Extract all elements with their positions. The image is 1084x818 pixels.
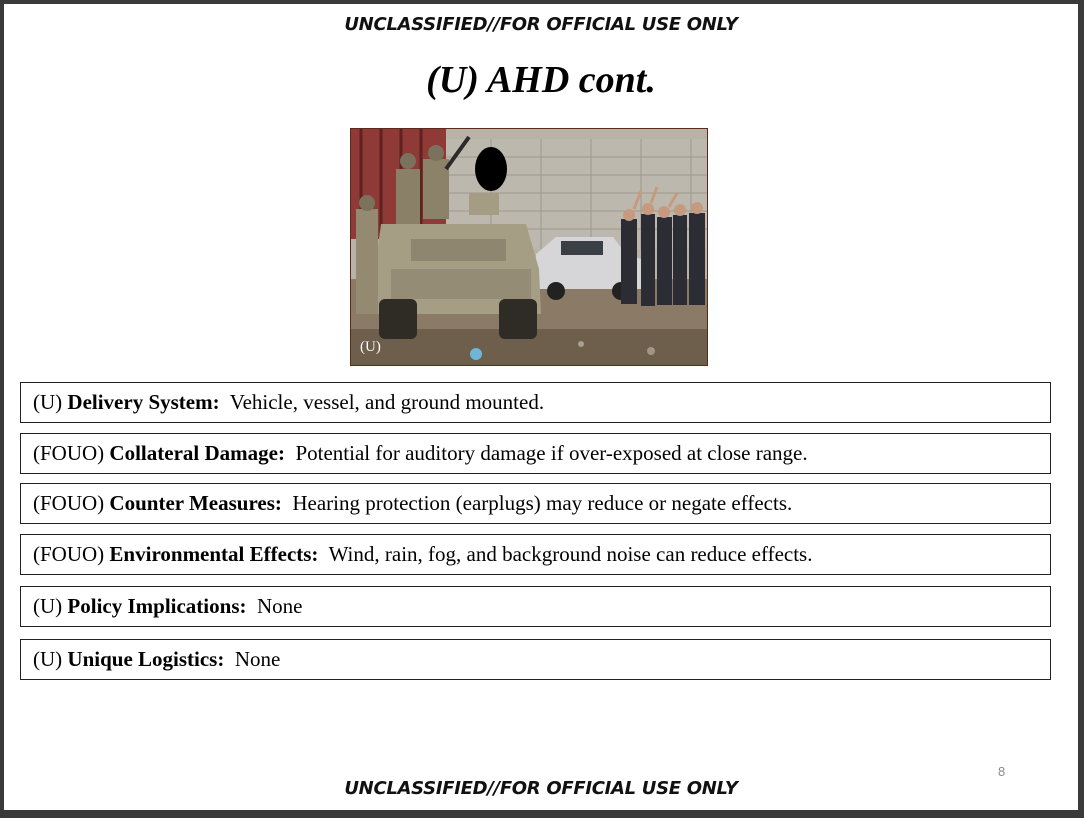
photo-classification-marking: (U) bbox=[360, 339, 381, 355]
row-policy-implications bbox=[20, 586, 1051, 627]
row-marking: (U) bbox=[33, 594, 63, 618]
row-label: Unique Logistics: bbox=[67, 647, 225, 671]
row-value: None bbox=[256, 594, 303, 618]
classification-banner-bottom: UNCLASSIFIED//FOR OFFICIAL USE ONLY bbox=[344, 778, 738, 799]
row-label: Policy Implications: bbox=[67, 594, 247, 618]
row-value: Wind, rain, fog, and background noise can reduce effects. bbox=[328, 542, 813, 566]
row-label: Collateral Damage: bbox=[109, 441, 285, 465]
row-value: Hearing protection (earplugs) may reduce or negate effects. bbox=[292, 491, 793, 515]
slide bbox=[4, 4, 1078, 810]
photo-vehicle-crowd bbox=[350, 128, 708, 366]
row-counter-measures bbox=[20, 483, 1051, 524]
row-label: Delivery System: bbox=[67, 390, 220, 414]
row-label: Counter Measures: bbox=[109, 491, 282, 515]
row-value: Vehicle, vessel, and ground mounted. bbox=[229, 390, 545, 414]
slide-title: (U) AHD cont. bbox=[426, 59, 656, 101]
row-collateral-damage bbox=[20, 433, 1051, 474]
row-marking: (U) bbox=[33, 647, 63, 671]
row-label: Environmental Effects: bbox=[109, 542, 319, 566]
classification-banner-top: UNCLASSIFIED//FOR OFFICIAL USE ONLY bbox=[344, 14, 738, 35]
row-marking: (FOUO) bbox=[33, 542, 105, 566]
page-number: 8 bbox=[998, 764, 1006, 779]
row-value: Potential for auditory damage if over-exposed at close range. bbox=[295, 441, 808, 465]
row-marking: (U) bbox=[33, 390, 63, 414]
row-marking: (FOUO) bbox=[33, 441, 105, 465]
row-value: None bbox=[234, 647, 281, 671]
row-marking: (FOUO) bbox=[33, 491, 105, 515]
row-environmental-effects bbox=[20, 534, 1051, 575]
row-delivery-system bbox=[20, 382, 1051, 423]
row-unique-logistics bbox=[20, 639, 1051, 680]
